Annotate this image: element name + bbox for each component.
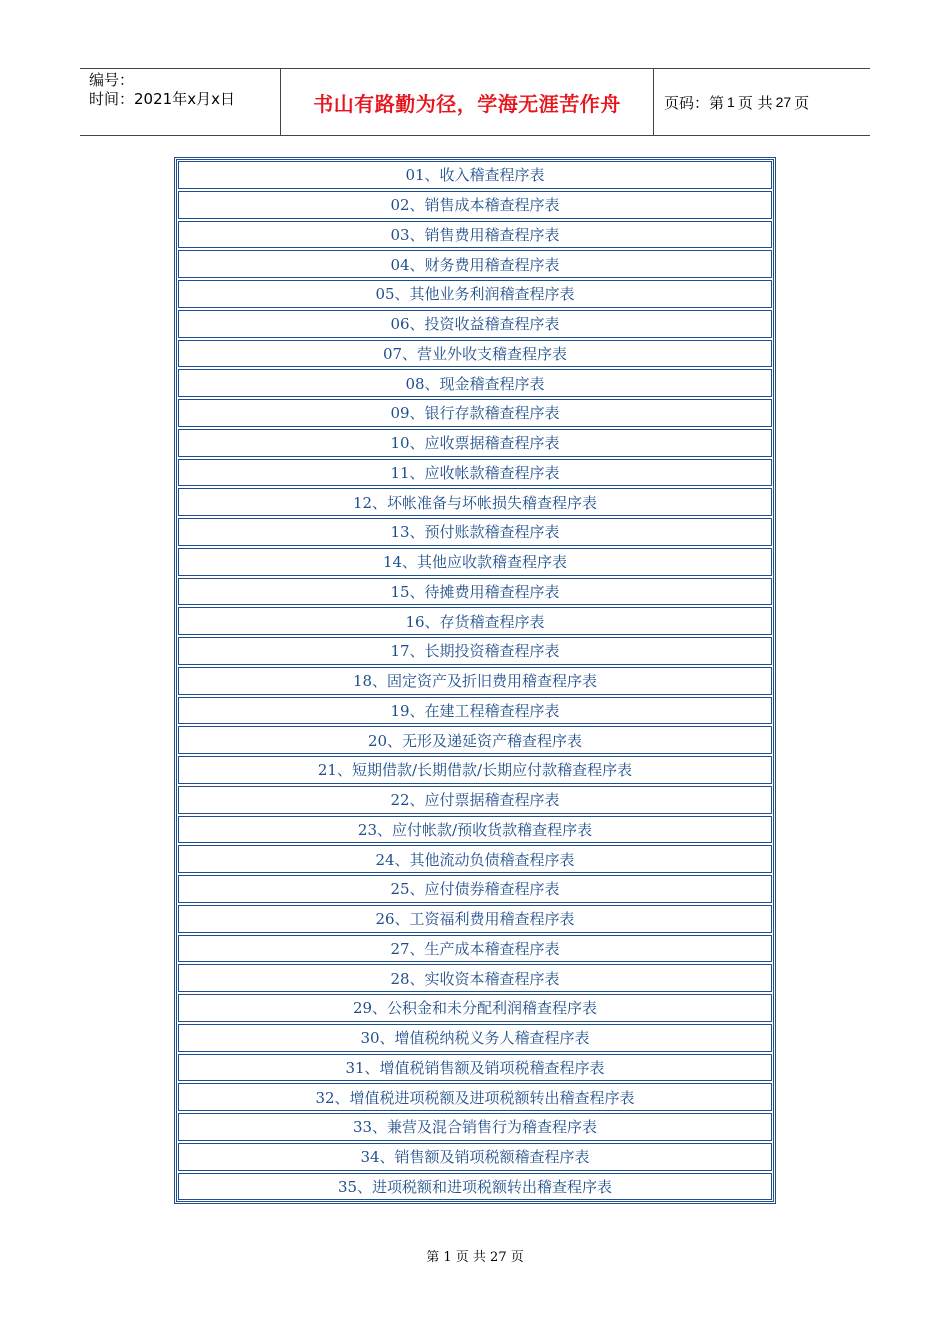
toc-row: 31、增值税销售额及销项税稽查程序表 — [178, 1054, 772, 1082]
time-line — [89, 90, 280, 109]
toc-row: 34、销售额及销项税额稽查程序表 — [178, 1143, 772, 1171]
toc-row: 07、营业外收支稽查程序表 — [178, 340, 772, 368]
toc-row: 29、公积金和未分配利润稽查程序表 — [178, 994, 772, 1022]
toc-row: 35、进项税额和进项税额转出稽查程序表 — [178, 1173, 772, 1201]
toc-row: 10、应收票据稽查程序表 — [178, 429, 772, 457]
toc-row: 28、实收资本稽查程序表 — [178, 964, 772, 992]
toc-row: 03、销售费用稽查程序表 — [178, 221, 772, 249]
page-label: 页码：第 — [664, 93, 725, 112]
time-value: 2021年x月x日 — [134, 90, 235, 108]
page-footer: 第 1 页 共 27 页 — [426, 1250, 524, 1265]
toc-row: 01、收入稽查程序表 — [178, 161, 772, 189]
toc-row: 24、其他流动负债稽查程序表 — [178, 845, 772, 873]
toc-row: 27、生产成本稽查程序表 — [178, 935, 772, 963]
toc-row: 12、坏帐准备与坏帐损失稽查程序表 — [178, 488, 772, 516]
code-label: 编号： — [89, 71, 135, 89]
header-meta — [80, 69, 281, 135]
toc-row: 33、兼营及混合销售行为稽查程序表 — [178, 1113, 772, 1141]
toc-row: 11、应收帐款稽查程序表 — [178, 459, 772, 487]
toc-row: 05、其他业务利润稽查程序表 — [178, 280, 772, 308]
toc-row: 22、应付票据稽查程序表 — [178, 786, 772, 814]
toc-row: 18、固定资产及折旧费用稽查程序表 — [178, 667, 772, 695]
toc-row: 15、待摊费用稽查程序表 — [178, 578, 772, 606]
page-total: 27 — [775, 94, 792, 110]
toc-row: 04、财务费用稽查程序表 — [178, 250, 772, 278]
toc-row: 14、其他应收款稽查程序表 — [178, 548, 772, 576]
toc-table — [174, 157, 776, 1204]
toc-row: 20、无形及递延资产稽查程序表 — [178, 726, 772, 754]
toc-row: 19、在建工程稽查程序表 — [178, 697, 772, 725]
toc-row: 30、增值税纳税义务人稽查程序表 — [178, 1024, 772, 1052]
header-page-info — [654, 69, 870, 135]
toc-row: 06、投资收益稽查程序表 — [178, 310, 772, 338]
toc-row: 25、应付债券稽查程序表 — [178, 875, 772, 903]
toc-row: 02、销售成本稽查程序表 — [178, 191, 772, 219]
header-motto: 书山有路勤为径，学海无涯苦作舟 — [281, 69, 654, 135]
toc-row: 32、增值税进项税额及进项税额转出稽查程序表 — [178, 1083, 772, 1111]
toc-row: 08、现金稽查程序表 — [178, 369, 772, 397]
toc-row: 26、工资福利费用稽查程序表 — [178, 905, 772, 933]
time-label: 时间： — [89, 90, 135, 108]
page-mid: 页 共 — [737, 93, 773, 112]
page-header — [80, 68, 870, 136]
toc-row: 21、短期借款/长期借款/长期应付款稽查程序表 — [178, 756, 772, 784]
page-current: 1 — [727, 94, 735, 110]
page-end: 页 — [794, 93, 810, 112]
toc-row: 23、应付帐款/预收货款稽查程序表 — [178, 816, 772, 844]
toc-row: 09、银行存款稽查程序表 — [178, 399, 772, 427]
toc-row: 16、存货稽查程序表 — [178, 607, 772, 635]
toc-row: 13、预付账款稽查程序表 — [178, 518, 772, 546]
toc-row: 17、长期投资稽查程序表 — [178, 637, 772, 665]
